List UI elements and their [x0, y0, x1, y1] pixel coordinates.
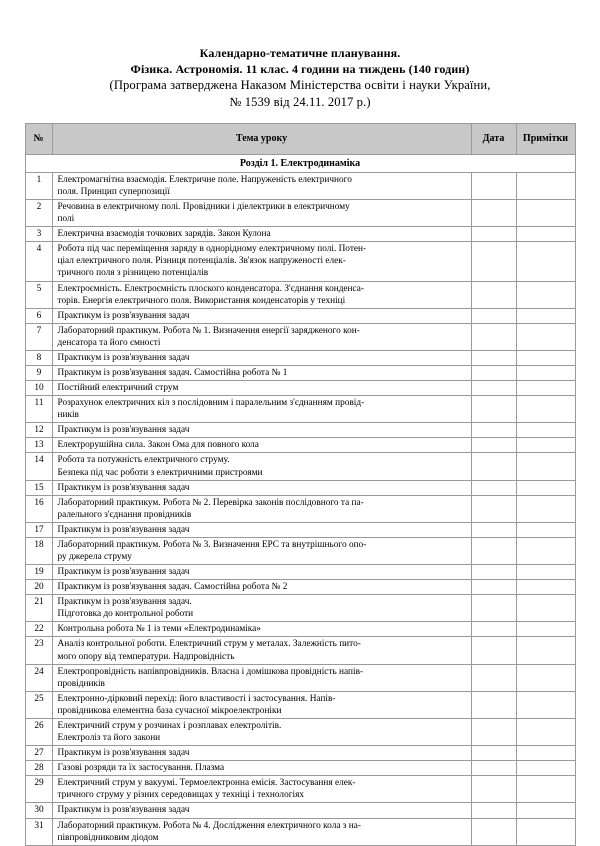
table-row [25, 595, 575, 622]
lesson-number: 6 [25, 308, 52, 323]
lesson-number: 1 [25, 172, 52, 199]
document-title-line-2: Фізика. Астрономія. 11 клас. 4 години на тиждень (140 годин) [130, 61, 470, 76]
table-row [25, 366, 575, 381]
lesson-number: 30 [25, 803, 52, 818]
lesson-topic-line: Лабораторний практикум. Робота № 4. Дослідження електричного кола з на- [57, 820, 361, 831]
lesson-date-cell[interactable] [471, 803, 516, 818]
lesson-topic-line: Практикум із розв'язування задач [57, 805, 190, 816]
lesson-notes-cell[interactable] [516, 537, 575, 564]
lesson-topic-line: Практикум із розв'язування задач [57, 482, 190, 493]
lesson-date-cell[interactable] [471, 227, 516, 242]
lesson-topic [52, 637, 471, 664]
lesson-notes-cell[interactable] [516, 818, 575, 845]
table-row [25, 281, 575, 308]
lesson-topic-line: тричного поля з різницею потенціалів [57, 268, 209, 279]
lesson-date-cell[interactable] [471, 718, 516, 745]
lesson-topic [52, 350, 471, 365]
lesson-notes-cell[interactable] [516, 622, 575, 637]
lesson-topic-line: Електроліз та його закони [57, 733, 161, 744]
table-row [25, 438, 575, 453]
lesson-number: 31 [25, 818, 52, 845]
lesson-date-cell[interactable] [471, 580, 516, 595]
lesson-notes-cell[interactable] [516, 381, 575, 396]
lesson-number: 17 [25, 522, 52, 537]
lesson-notes-cell[interactable] [516, 438, 575, 453]
lesson-notes-cell[interactable] [516, 172, 575, 199]
lesson-topic-line: Електропровідність напівпровідників. Власна і домішкова провідність напів- [57, 666, 364, 677]
lesson-date-cell[interactable] [471, 537, 516, 564]
lesson-notes-cell[interactable] [516, 664, 575, 691]
lesson-number: 14 [25, 453, 52, 480]
lesson-date-cell[interactable] [471, 746, 516, 761]
lesson-topic [52, 480, 471, 495]
lesson-notes-cell[interactable] [516, 718, 575, 745]
table-row [25, 580, 575, 595]
lesson-topic-line: ралельного з'єднання провідників [57, 509, 192, 520]
table-row [25, 350, 575, 365]
column-header-date: Дата [471, 123, 516, 154]
document-page [0, 46, 600, 846]
lesson-notes-cell[interactable] [516, 580, 575, 595]
lesson-topic-line: полі [57, 214, 75, 225]
table-row [25, 227, 575, 242]
column-header-number: № [25, 123, 52, 154]
table-row [25, 776, 575, 803]
lesson-notes-cell[interactable] [516, 366, 575, 381]
lesson-number: 22 [25, 622, 52, 637]
lesson-date-cell[interactable] [471, 396, 516, 423]
lesson-topic-line: Практикум із розв'язування задач [57, 425, 190, 436]
lesson-topic-line: Електромагнітна взаємодія. Електричне поле. Напруженість електричного [57, 174, 352, 185]
table-row [25, 423, 575, 438]
lesson-number: 29 [25, 776, 52, 803]
lesson-topic [52, 522, 471, 537]
lesson-date-cell[interactable] [471, 622, 516, 637]
lesson-topic-line: поля. Принцип суперпозиції [57, 186, 170, 197]
lesson-notes-cell[interactable] [516, 242, 575, 281]
lesson-topic-line: мого опору від температури. Надпровідність [57, 651, 235, 662]
table-row [25, 803, 575, 818]
table-section-row [25, 154, 575, 172]
lesson-date-cell[interactable] [471, 281, 516, 308]
lesson-date-cell[interactable] [471, 776, 516, 803]
lesson-topic [52, 718, 471, 745]
lesson-date-cell[interactable] [471, 438, 516, 453]
lesson-topic [52, 818, 471, 845]
lesson-date-cell[interactable] [471, 480, 516, 495]
lesson-number: 3 [25, 227, 52, 242]
calendar-thematic-planning-table [25, 123, 576, 846]
lesson-number: 23 [25, 637, 52, 664]
lesson-date-cell[interactable] [471, 242, 516, 281]
lesson-topic-line: Практикум із розв'язування задач [57, 352, 190, 363]
lesson-topic [52, 565, 471, 580]
lesson-number: 16 [25, 495, 52, 522]
lesson-topic [52, 381, 471, 396]
lesson-topic-line: Практикум із розв'язування задач [57, 524, 190, 535]
table-header [25, 123, 575, 154]
table-row [25, 172, 575, 199]
lesson-topic-line: Лабораторний практикум. Робота № 1. Визначення енергії зарядженого кон- [57, 325, 360, 336]
lesson-topic [52, 664, 471, 691]
lesson-notes-cell[interactable] [516, 423, 575, 438]
lesson-number: 2 [25, 200, 52, 227]
lesson-topic-line: ників [57, 410, 79, 421]
lesson-topic [52, 281, 471, 308]
document-title-line-3: (Програма затверджена Наказом Міністерства освіти і науки України, [109, 78, 491, 93]
table-row [25, 308, 575, 323]
lesson-topic-line: тричного струму у різних середовищах у техніці і технологіях [57, 790, 305, 801]
lesson-number: 13 [25, 438, 52, 453]
lesson-date-cell[interactable] [471, 664, 516, 691]
lesson-number: 19 [25, 565, 52, 580]
table-row [25, 242, 575, 281]
lesson-notes-cell[interactable] [516, 480, 575, 495]
lesson-notes-cell[interactable] [516, 565, 575, 580]
lesson-topic [52, 691, 471, 718]
lesson-date-cell[interactable] [471, 565, 516, 580]
lesson-topic-line: Постійний електричний струм [57, 383, 179, 394]
lesson-notes-cell[interactable] [516, 281, 575, 308]
table-header-row [25, 123, 575, 154]
lesson-topic-line: денсатора та його ємності [57, 337, 161, 348]
table-row [25, 565, 575, 580]
table-row [25, 381, 575, 396]
lesson-topic [52, 776, 471, 803]
lesson-topic-line: Контрольна робота № 1 із теми «Електродинаміка» [57, 624, 261, 635]
lesson-topic [52, 423, 471, 438]
lesson-date-cell[interactable] [471, 308, 516, 323]
lesson-topic [52, 595, 471, 622]
lesson-number: 25 [25, 691, 52, 718]
table-body [25, 154, 575, 845]
lesson-number: 21 [25, 595, 52, 622]
lesson-topic-line: Робота під час переміщення заряду в однорідному електричному полі. Потен- [57, 244, 367, 255]
lesson-topic [52, 580, 471, 595]
lesson-number: 28 [25, 761, 52, 776]
lesson-date-cell[interactable] [471, 595, 516, 622]
table-row [25, 818, 575, 845]
lesson-topic [52, 746, 471, 761]
column-header-notes: Примітки [516, 123, 575, 154]
table-row [25, 537, 575, 564]
lesson-number: 8 [25, 350, 52, 365]
table-row [25, 637, 575, 664]
lesson-number: 9 [25, 366, 52, 381]
table-row [25, 622, 575, 637]
lesson-date-cell[interactable] [471, 495, 516, 522]
lesson-topic [52, 803, 471, 818]
table-row [25, 718, 575, 745]
lesson-topic [52, 622, 471, 637]
lesson-date-cell[interactable] [471, 200, 516, 227]
lesson-date-cell[interactable] [471, 323, 516, 350]
lesson-topic-line: Практикум із розв'язування задач [57, 310, 190, 321]
lesson-notes-cell[interactable] [516, 323, 575, 350]
lesson-topic-line: провідників [57, 678, 105, 689]
lesson-topic-line: Робота та потужність електричного струму. [57, 455, 230, 466]
section-title: Розділ 1. Електродинаміка [25, 154, 575, 172]
lesson-number: 24 [25, 664, 52, 691]
lesson-topic-line: Електроємність. Електроємність плоского конденсатора. З'єднання конденса- [57, 283, 364, 294]
lesson-topic-line: Лабораторний практикум. Робота № 3. Визначення ЕРС та внутрішнього опо- [57, 539, 367, 550]
lesson-topic [52, 227, 471, 242]
lesson-date-cell[interactable] [471, 350, 516, 365]
lesson-topic-line: ціал електричного поля. Різниця потенціалів. Зв'язок напруженості елек- [57, 256, 346, 267]
lesson-date-cell[interactable] [471, 453, 516, 480]
lesson-notes-cell[interactable] [516, 746, 575, 761]
lesson-notes-cell[interactable] [516, 522, 575, 537]
lesson-number: 7 [25, 323, 52, 350]
table-row [25, 200, 575, 227]
lesson-number: 5 [25, 281, 52, 308]
lesson-date-cell[interactable] [471, 761, 516, 776]
table-row [25, 323, 575, 350]
table-row [25, 761, 575, 776]
lesson-notes-cell[interactable] [516, 200, 575, 227]
lesson-topic-line: торів. Енергія електричного поля. Використання конденсаторів у техніці [57, 295, 346, 306]
lesson-date-cell[interactable] [471, 172, 516, 199]
document-title-block [0, 46, 600, 110]
lesson-date-cell[interactable] [471, 637, 516, 664]
table-row [25, 746, 575, 761]
lesson-topic-line: Електрорушійна сила. Закон Ома для повного кола [57, 440, 259, 451]
lesson-number: 11 [25, 396, 52, 423]
lesson-topic [52, 537, 471, 564]
lesson-number: 15 [25, 480, 52, 495]
lesson-topic-line: Електронно-дірковий перехід: його властивості і застосування. Напів- [57, 693, 336, 704]
lesson-topic [52, 323, 471, 350]
lesson-topic-line: Аналіз контрольної роботи. Електричний струм у металах. Залежність пито- [57, 639, 361, 650]
lesson-topic-line: Практикум із розв'язування задач. Самостійна робота № 1 [57, 368, 288, 378]
lesson-topic [52, 172, 471, 199]
lesson-topic-line: Розрахунок електричних кіл з послідовним і паралельним з'єднанням провід- [57, 398, 365, 409]
lesson-topic-line: Електрична взаємодія точкових зарядів. Закон Кулона [57, 229, 271, 240]
lesson-topic-line: Безпека під час роботи з електричними пристроями [57, 467, 263, 478]
lesson-topic [52, 396, 471, 423]
table-row [25, 664, 575, 691]
lesson-notes-cell[interactable] [516, 453, 575, 480]
lesson-notes-cell[interactable] [516, 350, 575, 365]
lesson-topic [52, 366, 471, 381]
lesson-date-cell[interactable] [471, 423, 516, 438]
lesson-topic [52, 495, 471, 522]
lesson-topic-line: провідникова елементна база сучасної мікроелектроніки [57, 705, 282, 716]
lesson-notes-cell[interactable] [516, 691, 575, 718]
lesson-topic-line: Електричний струм у розчинах і розплавах електролітів. [57, 720, 282, 731]
lesson-topic-line: Підготовка до контрольної роботи [57, 609, 194, 620]
table-row [25, 522, 575, 537]
table-row [25, 396, 575, 423]
lesson-topic [52, 453, 471, 480]
lesson-number: 4 [25, 242, 52, 281]
lesson-number: 12 [25, 423, 52, 438]
lesson-notes-cell[interactable] [516, 308, 575, 323]
lesson-topic [52, 200, 471, 227]
lesson-topic-line: ру джерела струму [57, 552, 132, 563]
lesson-notes-cell[interactable] [516, 637, 575, 664]
lesson-topic-line: Газові розряди та їх застосування. Плазма [57, 763, 225, 774]
lesson-topic-line: Лабораторний практикум. Робота № 2. Перевірка законів послідовного та па- [57, 497, 364, 508]
lesson-topic-line: Електричний струм у вакуумі. Термоелектронна емісія. Застосування елек- [57, 778, 356, 789]
lesson-topic-line: Практикум із розв'язування задач. [57, 597, 192, 608]
lesson-notes-cell[interactable] [516, 761, 575, 776]
column-header-topic: Тема уроку [52, 123, 471, 154]
lesson-date-cell[interactable] [471, 522, 516, 537]
lesson-number: 26 [25, 718, 52, 745]
lesson-topic [52, 761, 471, 776]
table-row [25, 691, 575, 718]
lesson-date-cell[interactable] [471, 691, 516, 718]
lesson-date-cell[interactable] [471, 381, 516, 396]
table-row [25, 453, 575, 480]
lesson-topic [52, 308, 471, 323]
lesson-topic-line: Практикум із розв'язування задач [57, 748, 190, 759]
lesson-number: 20 [25, 580, 52, 595]
document-title-line-4: № 1539 від 24.11. 2017 р.) [229, 94, 371, 109]
lesson-notes-cell[interactable] [516, 227, 575, 242]
lesson-topic-line: півпровідниковим діодом [57, 832, 159, 843]
document-title-line-1: Календарно-тематичне планування. [199, 46, 401, 60]
table-row [25, 480, 575, 495]
lesson-notes-cell[interactable] [516, 803, 575, 818]
lesson-topic [52, 242, 471, 281]
lesson-date-cell[interactable] [471, 818, 516, 845]
lesson-topic-line: Практикум із розв'язування задач [57, 567, 190, 578]
lesson-topic-line: Практикум із розв'язування задач. Самостійна робота № 2 [57, 582, 288, 593]
lesson-topic [52, 438, 471, 453]
lesson-notes-cell[interactable] [516, 495, 575, 522]
lesson-date-cell[interactable] [471, 366, 516, 381]
lesson-number: 10 [25, 381, 52, 396]
lesson-notes-cell[interactable] [516, 595, 575, 622]
lesson-topic-line: Речовина в електричному полі. Провідники і діелектрики в електричному [57, 202, 350, 213]
lesson-notes-cell[interactable] [516, 776, 575, 803]
table-row [25, 495, 575, 522]
lesson-number: 27 [25, 746, 52, 761]
lesson-number: 18 [25, 537, 52, 564]
lesson-notes-cell[interactable] [516, 396, 575, 423]
